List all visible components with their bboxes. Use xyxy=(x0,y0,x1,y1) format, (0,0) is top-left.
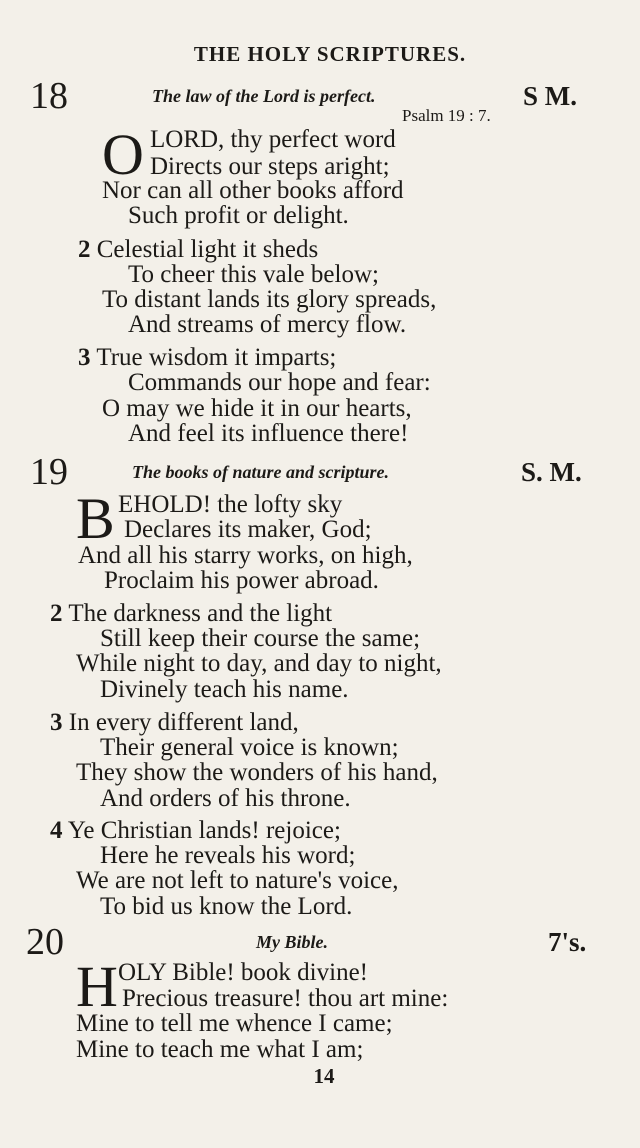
hymn-title: My Bible. xyxy=(256,932,328,952)
hymn-line: We are not left to nature's voice, xyxy=(76,867,399,894)
hymn-line: Such profit or delight. xyxy=(128,202,349,229)
hymn-number: 19 xyxy=(30,451,68,493)
running-head: THE HOLY SCRIPTURES. xyxy=(193,42,467,66)
hymn-line: 3 True wisdom it imparts; xyxy=(78,344,337,371)
hymn-line: Still keep their course the same; xyxy=(100,625,421,652)
hymn-line: EHOLD! the lofty sky xyxy=(118,491,343,518)
hymn-line: Declares its maker, God; xyxy=(124,516,372,543)
hymn-line: Their general voice is known; xyxy=(100,734,399,761)
hymn-line: 3 In every different land, xyxy=(50,709,299,736)
hymn-heading xyxy=(0,76,640,116)
hymn-line: 4 Ye Christian lands! rejoice; xyxy=(50,817,341,844)
hymn-line: Commands our hope and fear: xyxy=(128,369,431,396)
page-number: 14 xyxy=(313,1064,335,1088)
hymn-line: Nor can all other books afford xyxy=(102,177,404,204)
hymn-meter: S M. xyxy=(523,81,577,111)
hymn-number: 18 xyxy=(30,75,68,117)
hymn-title: The books of nature and scripture. xyxy=(132,462,390,482)
drop-cap: H xyxy=(76,954,118,1019)
hymn-line: O may we hide it in our hearts, xyxy=(102,395,412,422)
hymn-line: LORD, thy perfect word xyxy=(150,126,396,153)
hymn-number: 20 xyxy=(26,921,64,963)
hymn-line: To distant lands its glory spreads, xyxy=(102,286,437,313)
verse-number: 2 xyxy=(50,600,63,627)
hymn-line: To bid us know the Lord. xyxy=(100,893,353,920)
hymn-line: Directs our steps aright; xyxy=(150,153,390,180)
hymn-line: Mine to tell me whence I came; xyxy=(76,1010,393,1037)
hymn-line: Mine to teach me what I am; xyxy=(76,1036,364,1063)
hymn-line: And streams of mercy flow. xyxy=(128,311,407,338)
verse-number: 4 xyxy=(50,817,63,844)
hymn-line: While night to day, and day to night, xyxy=(76,650,442,677)
hymn-line: They show the wonders of his hand, xyxy=(76,759,438,786)
verse-number: 2 xyxy=(78,236,91,263)
scripture-citation: Psalm 19 : 7. xyxy=(402,106,491,125)
hymn-line: OLY Bible! book divine! xyxy=(118,959,368,986)
hymn-meter: 7's. xyxy=(548,927,587,957)
drop-cap: B xyxy=(76,486,115,551)
hymn-line: 2 The darkness and the light xyxy=(50,600,333,627)
hymn-line: To cheer this vale below; xyxy=(128,261,379,288)
drop-cap: O xyxy=(102,122,144,187)
hymn-line: And feel its influence there! xyxy=(128,420,409,447)
hymn-line: Divinely teach his name. xyxy=(100,676,349,703)
hymn-line: And all his starry works, on high, xyxy=(78,542,413,569)
hymn-title: The law of the Lord is perfect. xyxy=(152,86,376,106)
verse-number: 3 xyxy=(78,344,91,371)
hymn-line: Here he reveals his word; xyxy=(100,842,356,869)
verse-number: 3 xyxy=(50,709,63,736)
hymn-line: And orders of his throne. xyxy=(100,785,351,812)
hymn-line: Proclaim his power abroad. xyxy=(104,567,379,594)
hymn-meter: S. M. xyxy=(521,457,582,487)
hymn-line: Precious treasure! thou art mine: xyxy=(122,985,449,1012)
hymn-line: 2 Celestial light it sheds xyxy=(78,236,319,263)
